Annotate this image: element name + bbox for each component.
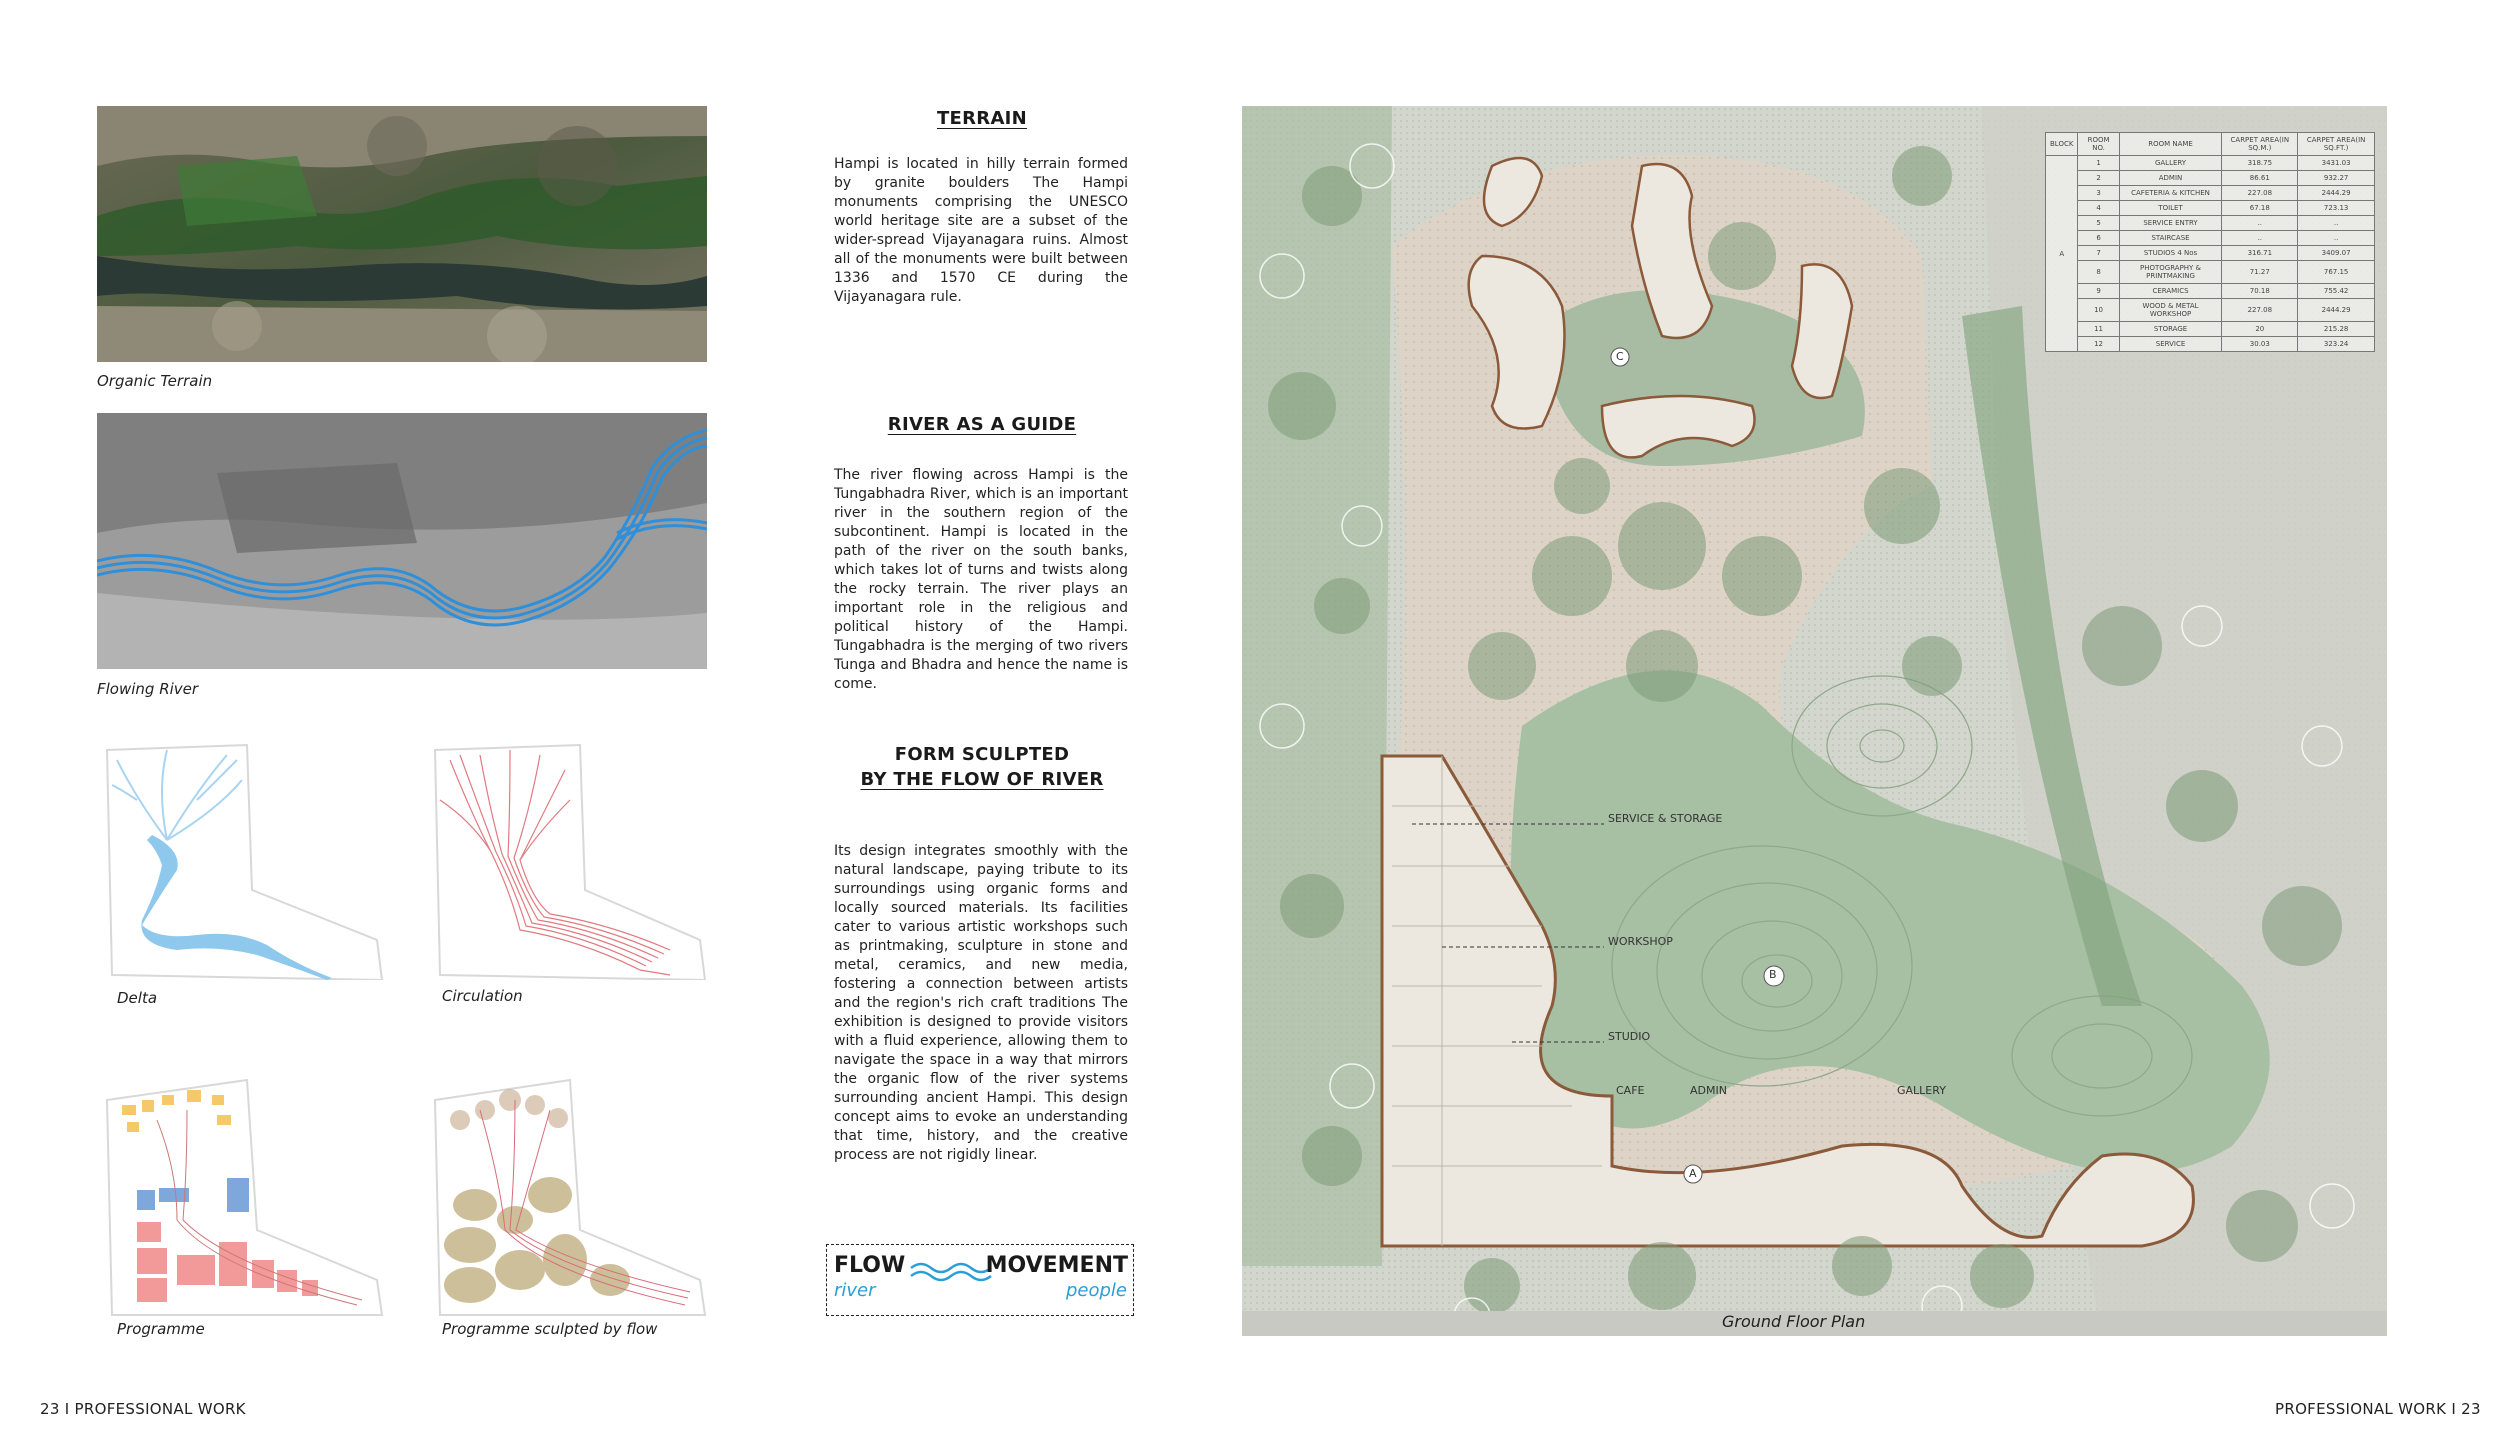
table-cell: 9 — [2078, 284, 2119, 299]
table-cell: 71.27 — [2222, 261, 2298, 284]
circulation-caption: Circulation — [442, 987, 523, 1005]
table-cell: STORAGE — [2119, 322, 2222, 337]
table-row — [2046, 299, 2375, 322]
table-cell: WOOD & METAL WORKSHOP — [2119, 299, 2222, 322]
footer-left: 23 I PROFESSIONAL WORK — [40, 1400, 246, 1418]
table-cell: 318.75 — [2222, 156, 2298, 171]
movement-label: MOVEMENT — [985, 1253, 1128, 1278]
gallery-label: GALLERY — [1897, 1084, 1946, 1097]
table-row — [2046, 261, 2375, 284]
table-cell: 2444.29 — [2298, 186, 2375, 201]
ground-floor-plan — [1242, 106, 2387, 1336]
table-cell: 3 — [2078, 186, 2119, 201]
table-cell: 3431.03 — [2298, 156, 2375, 171]
programme-caption: Programme — [117, 1320, 205, 1338]
people-label: people — [1065, 1280, 1127, 1301]
table-cell: 86.61 — [2222, 171, 2298, 186]
table-cell: ADMIN — [2119, 171, 2222, 186]
table-cell: 755.42 — [2298, 284, 2375, 299]
table-row — [2046, 231, 2375, 246]
delta-diagram — [97, 740, 387, 980]
table-row — [2046, 186, 2375, 201]
table-cell: SERVICE — [2119, 337, 2222, 352]
table-cell: .. — [2222, 231, 2298, 246]
plan-caption: Ground Floor Plan — [1722, 1312, 1866, 1331]
table-row — [2046, 216, 2375, 231]
room-table-body — [2046, 156, 2375, 352]
organic-terrain-caption: Organic Terrain — [97, 372, 213, 390]
table-cell: 2 — [2078, 171, 2119, 186]
table-cell: 7 — [2078, 246, 2119, 261]
table-cell: CERAMICS — [2119, 284, 2222, 299]
table-cell: 70.18 — [2222, 284, 2298, 299]
flowing-river-caption: Flowing River — [97, 680, 199, 698]
form-heading-line1: FORM SCULPTED — [894, 744, 1070, 765]
admin-label: ADMIN — [1690, 1084, 1727, 1097]
table-cell: 323.24 — [2298, 337, 2375, 352]
river-label: river — [834, 1280, 876, 1301]
studio-label: STUDIO — [1608, 1030, 1651, 1043]
table-cell: 30.03 — [2222, 337, 2298, 352]
table-row — [2046, 156, 2375, 171]
table-cell: 1 — [2078, 156, 2119, 171]
table-cell: 215.28 — [2298, 322, 2375, 337]
marker-c: C — [1616, 350, 1624, 363]
table-cell: .. — [2222, 216, 2298, 231]
table-cell: SERVICE ENTRY — [2119, 216, 2222, 231]
table-cell: GALLERY — [2119, 156, 2222, 171]
table-cell: 227.08 — [2222, 186, 2298, 201]
delta-caption: Delta — [117, 989, 158, 1007]
table-header: BLOCK — [2046, 133, 2078, 156]
table-cell: STUDIOS 4 Nos — [2119, 246, 2222, 261]
river-heading: RIVER AS A GUIDE — [887, 414, 1077, 435]
table-header: CARPET AREA(IN SQ.M.) — [2222, 133, 2298, 156]
form-text: Its design integrates smoothly with the natural landscape, paying tribute to its surroundings using organic forms and locally sourced materials. Its facilities cater to various artistic workshops such as printmaking, sculpture in stone and metal, ceramics, and new media, fostering a connection between artists and the region's rich craft traditions The exhibition is designed to provide visitors with a fluid experience, allowing them to navigate the space in a way that mirrors the organic flow of the river systems surrounding ancient Hampi. This design concept aims to evoke an understanding that time, history, and the creative process are not rigidly linear. — [834, 843, 1128, 1163]
table-header: CARPET AREA(IN SQ.FT.) — [2298, 133, 2375, 156]
table-cell: 3409.07 — [2298, 246, 2375, 261]
table-cell: 316.71 — [2222, 246, 2298, 261]
table-cell: 12 — [2078, 337, 2119, 352]
table-row — [2046, 322, 2375, 337]
table-cell: 4 — [2078, 201, 2119, 216]
table-cell: CAFETERIA & KITCHEN — [2119, 186, 2222, 201]
terrain-heading: TERRAIN — [936, 108, 1028, 129]
table-cell: .. — [2298, 216, 2375, 231]
programme-diagram — [97, 1070, 387, 1320]
table-cell: 2444.29 — [2298, 299, 2375, 322]
table-cell: 5 — [2078, 216, 2119, 231]
organic-terrain-image — [97, 106, 707, 362]
table-row — [2046, 171, 2375, 186]
table-header: ROOM NAME — [2119, 133, 2222, 156]
table-row — [2046, 284, 2375, 299]
table-cell: 723.13 — [2298, 201, 2375, 216]
table-row — [2046, 337, 2375, 352]
table-cell: 767.15 — [2298, 261, 2375, 284]
table-cell: 10 — [2078, 299, 2119, 322]
table-row — [2046, 201, 2375, 216]
table-cell: 11 — [2078, 322, 2119, 337]
form-heading-line2: BY THE FLOW OF RIVER — [860, 769, 1104, 790]
table-cell: PHOTOGRAPHY & PRINTMAKING — [2119, 261, 2222, 284]
programme-sculpted-caption: Programme sculpted by flow — [442, 1320, 658, 1338]
river-text: The river flowing across Hampi is the Tungabhadra River, which is an important river in the southern region of the subcontinent. Hampi is located in the path of the river on the south banks, which takes lot of turns and twists along the rocky terrain. The river plays an important role in the religious and political history of the Hampi. Tungabhadra is the merging of two rivers Tunga and Bhadra and hence the name is come. — [834, 467, 1128, 692]
footer-right: PROFESSIONAL WORK I 23 — [2275, 1400, 2481, 1418]
service-storage-label: SERVICE & STORAGE — [1608, 812, 1723, 825]
terrain-text: Hampi is located in hilly terrain formed by granite boulders The Hampi monuments comprising the UNESCO world heritage site are a subset of the wider-spread Vijayanagara ruins. Almost all of the monuments were built between 1336 and 1570 CE during the Vijayanagara rule. — [834, 156, 1128, 305]
table-cell: 932.27 — [2298, 171, 2375, 186]
table-cell: .. — [2298, 231, 2375, 246]
flowing-river-image — [97, 413, 707, 669]
programme-sculpted-diagram — [420, 1070, 710, 1320]
marker-b: B — [1769, 968, 1777, 981]
table-cell-block: A — [2046, 156, 2078, 352]
table-cell: 20 — [2222, 322, 2298, 337]
wave-icon — [909, 1259, 997, 1289]
table-cell: STAIRCASE — [2119, 231, 2222, 246]
table-row — [2046, 246, 2375, 261]
cafe-label: CAFE — [1616, 1084, 1645, 1097]
table-cell: TOILET — [2119, 201, 2222, 216]
table-cell: 8 — [2078, 261, 2119, 284]
table-cell: 67.18 — [2222, 201, 2298, 216]
room-schedule-table — [2045, 132, 2375, 352]
circulation-diagram — [420, 740, 710, 980]
flow-label: FLOW — [834, 1253, 906, 1278]
table-header: ROOM NO. — [2078, 133, 2119, 156]
flow-movement-box — [826, 1244, 1134, 1316]
marker-a: A — [1689, 1167, 1697, 1180]
table-cell: 227.08 — [2222, 299, 2298, 322]
table-cell: 6 — [2078, 231, 2119, 246]
workshop-label: WORKSHOP — [1608, 935, 1673, 948]
